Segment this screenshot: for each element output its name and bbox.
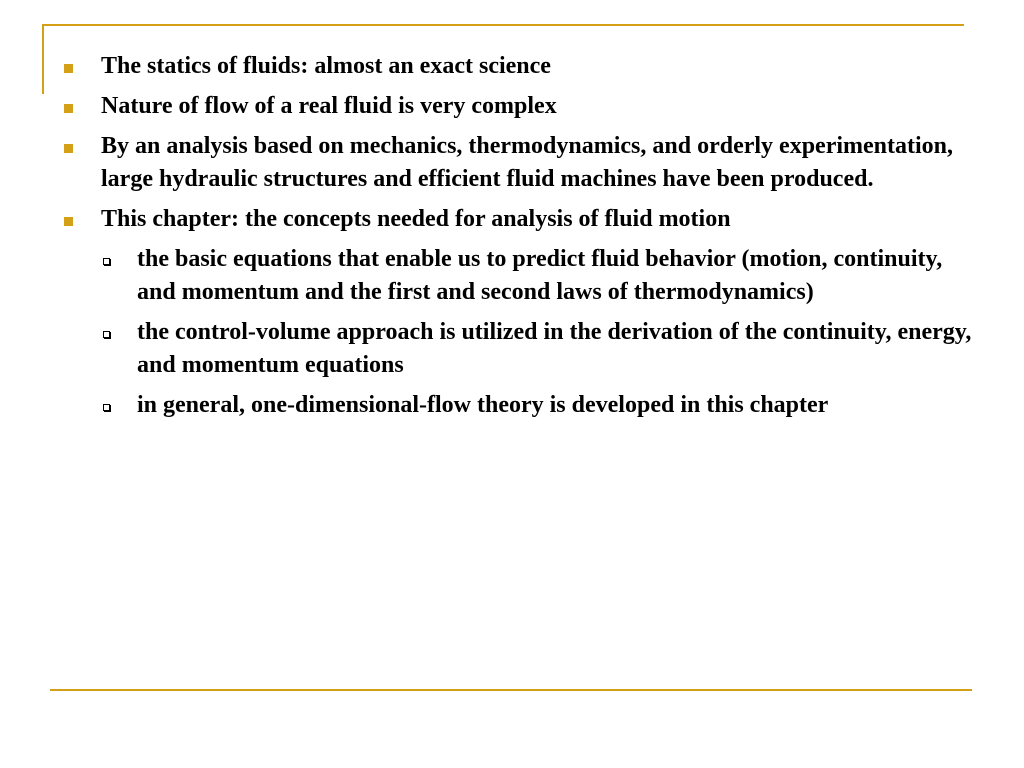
left-rule: [42, 24, 44, 94]
sub-bullet-item: [62, 243, 982, 309]
top-rule: [42, 24, 964, 26]
bullet-item: [62, 90, 982, 123]
sub-bullet-item: [62, 316, 982, 382]
sub-bullet-text: the control-volume approach is utilized in the derivation of the continuity, energy, and momentum equations: [137, 319, 972, 378]
bullet-item: [62, 130, 982, 196]
bullet-item: [62, 203, 982, 236]
bottom-rule: [50, 689, 972, 691]
hollow-square-bullet-icon: [103, 258, 110, 265]
square-bullet-icon: [64, 217, 73, 226]
sub-bullet-text: in general, one-dimensional-flow theory is developed in this chapter: [137, 392, 829, 418]
square-bullet-icon: [64, 64, 73, 73]
bullet-text: Nature of flow of a real fluid is very complex: [101, 93, 557, 119]
slide-body: [62, 50, 982, 429]
bullet-text: By an analysis based on mechanics, thermodynamics, and orderly experimentation, large hydraulic structures and efficient fluid machines have been produced.: [101, 133, 954, 192]
square-bullet-icon: [64, 104, 73, 113]
hollow-square-bullet-icon: [103, 404, 110, 411]
bullet-text: The statics of fluids: almost an exact science: [101, 53, 551, 79]
bullet-text: This chapter: the concepts needed for analysis of fluid motion: [101, 206, 731, 232]
bullet-item: [62, 50, 982, 83]
sub-bullet-text: the basic equations that enable us to predict fluid behavior (motion, continuity, and momentum and the first and second laws of thermodynamics): [137, 246, 943, 305]
square-bullet-icon: [64, 144, 73, 153]
sub-bullet-item: [62, 389, 982, 422]
hollow-square-bullet-icon: [103, 331, 110, 338]
